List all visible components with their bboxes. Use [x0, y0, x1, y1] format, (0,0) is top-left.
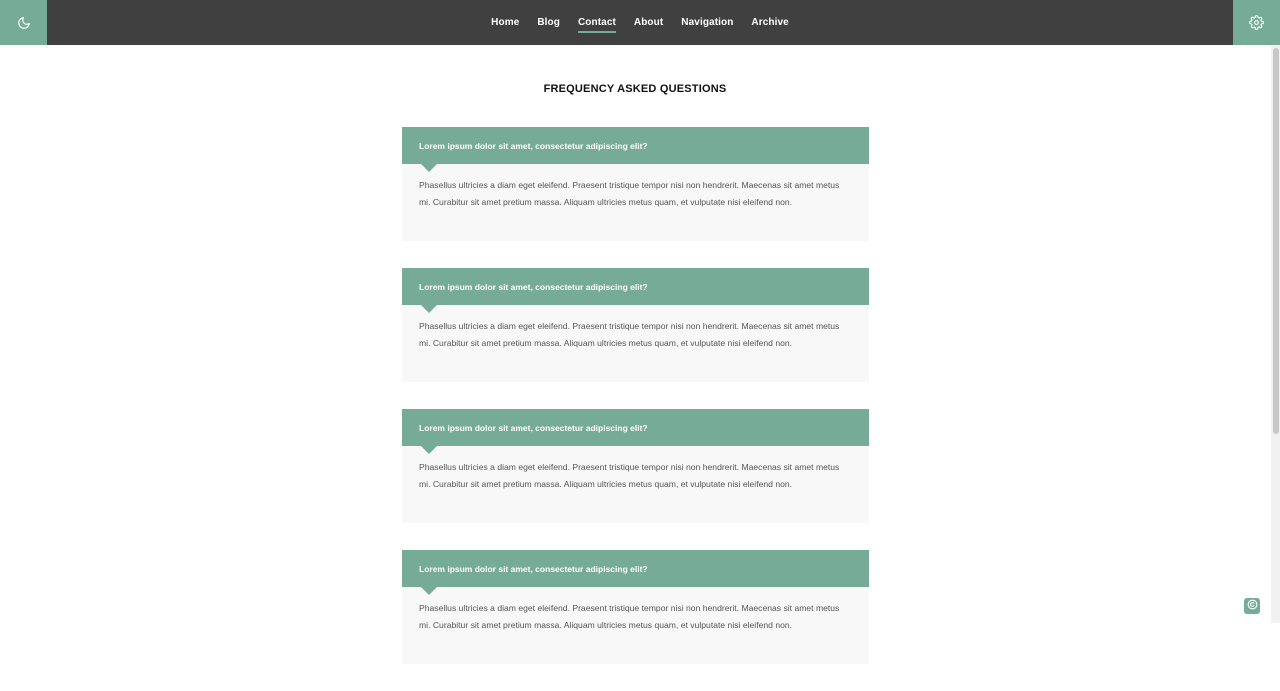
faq-question[interactable]: Lorem ipsum dolor sit amet, consectetur adipiscing elit?: [402, 268, 869, 305]
faq-question[interactable]: Lorem ipsum dolor sit amet, consectetur adipiscing elit?: [402, 127, 869, 164]
moon-icon: [17, 16, 31, 30]
faq-item: [402, 127, 869, 241]
faq-answer: Phasellus ultricies a diam eget eleifend. Praesent tristique tempor nisi non hendrerit. Maecenas sit amet metus mi. Curabitur sit amet pretium massa. Aliquam ultricies metus quam, et vulputate nisi eleifend non.: [402, 164, 869, 241]
faq-item: [402, 268, 869, 382]
faq-answer: Phasellus ultricies a diam eget eleifend. Praesent tristique tempor nisi non hendrerit. Maecenas sit amet metus mi. Curabitur sit amet pretium massa. Aliquam ultricies metus quam, et vulputate nisi eleifend non.: [402, 587, 869, 664]
nav-link-blog[interactable]: Blog: [537, 17, 560, 28]
theme-toggle-button[interactable]: [0, 0, 47, 45]
nav-link-archive[interactable]: Archive: [751, 17, 789, 28]
gear-icon: [1249, 15, 1264, 30]
scrollbar-thumb[interactable]: [1273, 48, 1279, 434]
settings-button[interactable]: [1233, 0, 1280, 45]
nav-link-home[interactable]: Home: [491, 17, 520, 28]
nav-link-contact[interactable]: Contact: [578, 13, 616, 32]
faq-list: [402, 127, 869, 691]
faq-answer: Phasellus ultricies a diam eget eleifend. Praesent tristique tempor nisi non hendrerit. Maecenas sit amet metus mi. Curabitur sit amet pretium massa. Aliquam ultricies metus quam, et vulputate nisi eleifend non.: [402, 305, 869, 382]
nav-link-navigation[interactable]: Navigation: [681, 17, 734, 28]
faq-question[interactable]: Lorem ipsum dolor sit amet, consectetur adipiscing elit?: [402, 409, 869, 446]
main-nav: [0, 0, 1280, 45]
copyright-icon: [1247, 597, 1258, 615]
top-navbar: [0, 0, 1280, 45]
faq-item: [402, 550, 869, 664]
faq-item: [402, 409, 869, 523]
faq-answer: Phasellus ultricies a diam eget eleifend. Praesent tristique tempor nisi non hendrerit. Maecenas sit amet metus mi. Curabitur sit amet pretium massa. Aliquam ultricies metus quam, et vulputate nisi eleifend non.: [402, 446, 869, 523]
copyright-button[interactable]: [1244, 598, 1260, 614]
page-title: FREQUENCY ASKED QUESTIONS: [543, 83, 727, 95]
nav-link-about[interactable]: About: [633, 17, 664, 28]
faq-question[interactable]: Lorem ipsum dolor sit amet, consectetur adipiscing elit?: [402, 550, 869, 587]
